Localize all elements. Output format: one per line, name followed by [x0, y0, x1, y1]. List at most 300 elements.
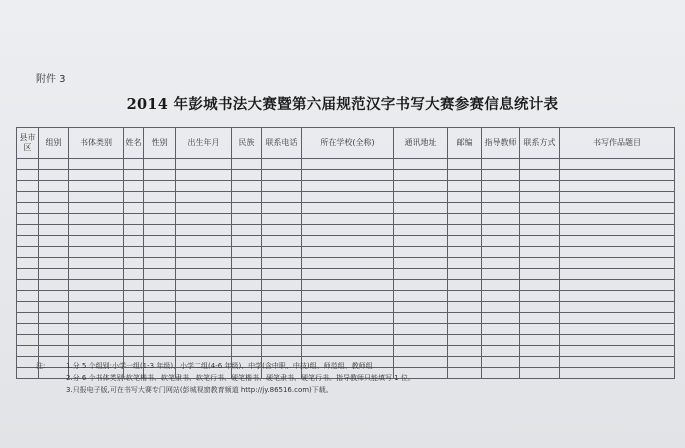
table-cell — [482, 159, 520, 170]
table-cell — [520, 291, 560, 302]
table-cell — [144, 247, 176, 258]
table-cell — [520, 236, 560, 247]
table-cell — [302, 269, 394, 280]
table-cell — [482, 258, 520, 269]
table-cell — [302, 247, 394, 258]
table-cell — [302, 346, 394, 357]
table-cell — [17, 313, 39, 324]
col-contact: 联系方式 — [520, 128, 560, 159]
table-cell — [448, 181, 482, 192]
table-cell — [124, 247, 144, 258]
table-cell — [482, 302, 520, 313]
table-cell — [262, 170, 302, 181]
table-cell — [39, 247, 69, 258]
table-cell — [17, 302, 39, 313]
table-cell — [124, 258, 144, 269]
table-cell — [69, 324, 124, 335]
table-cell — [124, 192, 144, 203]
table-cell — [448, 346, 482, 357]
table-row — [17, 225, 675, 236]
table-cell — [232, 247, 262, 258]
table-cell — [262, 236, 302, 247]
table-cell — [394, 214, 448, 225]
table-cell — [124, 280, 144, 291]
table-cell — [262, 335, 302, 346]
table-cell — [124, 335, 144, 346]
table-cell — [520, 170, 560, 181]
table-cell — [17, 335, 39, 346]
table-cell — [17, 181, 39, 192]
table-cell — [302, 225, 394, 236]
table-cell — [17, 170, 39, 181]
table-cell — [232, 335, 262, 346]
table-row — [17, 170, 675, 181]
page-title: 2014 年彭城书法大赛暨第六届规范汉字书写大赛参赛信息统计表 — [126, 96, 559, 113]
table-cell — [176, 181, 232, 192]
table-cell — [69, 159, 124, 170]
table-cell — [560, 181, 675, 192]
table-cell — [39, 203, 69, 214]
table-cell — [39, 170, 69, 181]
table-row — [17, 280, 675, 291]
table-cell — [176, 236, 232, 247]
table-row — [17, 192, 675, 203]
table-cell — [448, 225, 482, 236]
table-cell — [520, 335, 560, 346]
note-item: 2.分 6 个书体类别:软笔楷书、软笔隶书、软笔行书、硬笔楷书、硬笔隶书、硬笔行书。指导教师只能填写 1 位。 — [66, 374, 415, 382]
table-cell — [232, 170, 262, 181]
table-cell — [17, 203, 39, 214]
registration-table — [16, 127, 675, 379]
col-district: 县市区 — [17, 128, 39, 159]
table-cell — [482, 280, 520, 291]
table-cell — [262, 313, 302, 324]
table-cell — [232, 324, 262, 335]
table-cell — [448, 291, 482, 302]
table-cell — [394, 181, 448, 192]
table-cell — [262, 346, 302, 357]
table-cell — [302, 181, 394, 192]
table-cell — [39, 335, 69, 346]
col-ethnicity: 民族 — [232, 128, 262, 159]
table-cell — [39, 159, 69, 170]
table-cell — [482, 203, 520, 214]
table-cell — [69, 346, 124, 357]
table-cell — [39, 302, 69, 313]
table-cell — [262, 258, 302, 269]
table-cell — [560, 280, 675, 291]
table-cell — [448, 313, 482, 324]
table-row — [17, 313, 675, 324]
table-cell — [560, 291, 675, 302]
table-cell — [144, 324, 176, 335]
table-cell — [482, 214, 520, 225]
table-cell — [232, 302, 262, 313]
table-cell — [262, 159, 302, 170]
table-cell — [560, 324, 675, 335]
table-cell — [394, 192, 448, 203]
table-cell — [176, 170, 232, 181]
table-row — [17, 324, 675, 335]
table-cell — [124, 214, 144, 225]
table-cell — [302, 280, 394, 291]
col-script-type: 书体类别 — [69, 128, 124, 159]
col-postcode: 邮编 — [448, 128, 482, 159]
table-cell — [39, 324, 69, 335]
table-cell — [176, 192, 232, 203]
table-cell — [232, 225, 262, 236]
table-cell — [520, 159, 560, 170]
table-cell — [39, 225, 69, 236]
table-cell — [302, 291, 394, 302]
table-cell — [302, 335, 394, 346]
table-cell — [124, 181, 144, 192]
table-cell — [520, 269, 560, 280]
col-gender: 性别 — [144, 128, 176, 159]
table-cell — [482, 236, 520, 247]
table-cell — [448, 159, 482, 170]
col-work-title: 书写作品题目 — [560, 128, 675, 159]
table-row — [17, 258, 675, 269]
table-cell — [448, 203, 482, 214]
table-cell — [262, 203, 302, 214]
table-cell — [560, 258, 675, 269]
table-cell — [448, 170, 482, 181]
table-row — [17, 159, 675, 170]
table-cell — [560, 302, 675, 313]
table-cell — [560, 214, 675, 225]
table-cell — [124, 346, 144, 357]
table-cell — [448, 214, 482, 225]
table-cell — [482, 225, 520, 236]
table-cell — [124, 302, 144, 313]
table-cell — [144, 203, 176, 214]
table-cell — [262, 214, 302, 225]
table-cell — [69, 192, 124, 203]
table-cell — [232, 181, 262, 192]
table-row — [17, 203, 675, 214]
table-cell — [176, 214, 232, 225]
table-cell — [302, 203, 394, 214]
col-address: 通讯地址 — [394, 128, 448, 159]
table-cell — [262, 192, 302, 203]
table-cell — [482, 269, 520, 280]
table-cell — [17, 159, 39, 170]
table-cell — [39, 346, 69, 357]
table-cell — [144, 291, 176, 302]
table-cell — [262, 291, 302, 302]
table-cell — [560, 225, 675, 236]
table-cell — [482, 346, 520, 357]
table-cell — [176, 247, 232, 258]
table-cell — [232, 192, 262, 203]
table-cell — [144, 225, 176, 236]
table-cell — [560, 269, 675, 280]
table-row — [17, 236, 675, 247]
table-cell — [176, 225, 232, 236]
table-cell — [39, 313, 69, 324]
table-cell — [302, 313, 394, 324]
table-cell — [176, 291, 232, 302]
table-cell — [448, 335, 482, 346]
table-cell — [69, 225, 124, 236]
table-cell — [124, 269, 144, 280]
table-cell — [262, 181, 302, 192]
table-cell — [482, 170, 520, 181]
table-cell — [124, 313, 144, 324]
table-cell — [394, 236, 448, 247]
table-cell — [560, 346, 675, 357]
notes-section — [36, 360, 415, 396]
table-cell — [482, 192, 520, 203]
table-cell — [520, 324, 560, 335]
table-cell — [232, 159, 262, 170]
table-cell — [39, 269, 69, 280]
table-cell — [394, 302, 448, 313]
table-cell — [394, 203, 448, 214]
table-row — [17, 302, 675, 313]
table-cell — [69, 258, 124, 269]
table-cell — [394, 324, 448, 335]
table-cell — [17, 280, 39, 291]
table-cell — [520, 203, 560, 214]
table-cell — [262, 324, 302, 335]
notes-label: 注: — [36, 362, 46, 370]
table-cell — [17, 236, 39, 247]
table-cell — [124, 225, 144, 236]
table-cell — [448, 280, 482, 291]
table-cell — [232, 346, 262, 357]
table-cell — [17, 225, 39, 236]
table-row — [17, 335, 675, 346]
table-cell — [262, 247, 302, 258]
table-cell — [144, 181, 176, 192]
table-cell — [520, 346, 560, 357]
col-phone: 联系电话 — [262, 128, 302, 159]
table-cell — [482, 291, 520, 302]
table-cell — [448, 192, 482, 203]
table-cell — [560, 247, 675, 258]
table-cell — [69, 170, 124, 181]
table-cell — [520, 247, 560, 258]
table-cell — [394, 335, 448, 346]
table-cell — [39, 291, 69, 302]
table-cell — [69, 313, 124, 324]
table-cell — [302, 324, 394, 335]
table-cell — [39, 192, 69, 203]
table-cell — [520, 225, 560, 236]
table-cell — [560, 368, 675, 379]
table-cell — [144, 159, 176, 170]
table-cell — [302, 159, 394, 170]
table-cell — [69, 280, 124, 291]
table-cell — [69, 291, 124, 302]
table-cell — [482, 324, 520, 335]
table-cell — [302, 302, 394, 313]
table-cell — [232, 280, 262, 291]
table-cell — [394, 291, 448, 302]
table-cell — [69, 269, 124, 280]
table-row — [17, 247, 675, 258]
table-cell — [394, 280, 448, 291]
table-header-row — [17, 128, 675, 159]
table-cell — [69, 203, 124, 214]
table-cell — [232, 214, 262, 225]
table-cell — [560, 313, 675, 324]
table-cell — [560, 236, 675, 247]
table-cell — [69, 236, 124, 247]
table-cell — [560, 192, 675, 203]
col-birth-date: 出生年月 — [176, 128, 232, 159]
table-row — [17, 291, 675, 302]
table-cell — [124, 170, 144, 181]
table-cell — [144, 192, 176, 203]
table-cell — [394, 225, 448, 236]
table-cell — [520, 214, 560, 225]
table-cell — [448, 258, 482, 269]
table-cell — [144, 236, 176, 247]
table-body — [17, 159, 675, 379]
table-cell — [262, 269, 302, 280]
table-cell — [124, 203, 144, 214]
table-cell — [560, 170, 675, 181]
table-row — [17, 269, 675, 280]
table-cell — [17, 192, 39, 203]
table-cell — [17, 346, 39, 357]
table-cell — [39, 181, 69, 192]
table-cell — [176, 313, 232, 324]
table-cell — [560, 335, 675, 346]
table-cell — [176, 159, 232, 170]
table-cell — [232, 203, 262, 214]
table-cell — [448, 324, 482, 335]
table-cell — [394, 170, 448, 181]
table-cell — [520, 258, 560, 269]
table-cell — [17, 291, 39, 302]
table-cell — [17, 324, 39, 335]
table-cell — [144, 346, 176, 357]
table-row — [17, 181, 675, 192]
table-cell — [144, 302, 176, 313]
table-cell — [232, 291, 262, 302]
table-cell — [262, 280, 302, 291]
table-cell — [176, 302, 232, 313]
table-cell — [124, 324, 144, 335]
table-cell — [482, 357, 520, 368]
table-cell — [69, 181, 124, 192]
table-cell — [448, 269, 482, 280]
table-cell — [17, 269, 39, 280]
table-row — [17, 214, 675, 225]
table-cell — [482, 181, 520, 192]
table-row — [17, 346, 675, 357]
table-cell — [176, 280, 232, 291]
table-cell — [520, 192, 560, 203]
table-cell — [394, 346, 448, 357]
table-cell — [302, 192, 394, 203]
table-cell — [69, 335, 124, 346]
table-cell — [448, 357, 482, 368]
table-cell — [520, 280, 560, 291]
table-cell — [394, 258, 448, 269]
table-cell — [394, 247, 448, 258]
table-cell — [302, 236, 394, 247]
table-cell — [176, 258, 232, 269]
table-cell — [520, 368, 560, 379]
table-cell — [144, 258, 176, 269]
table-cell — [520, 302, 560, 313]
table-cell — [482, 335, 520, 346]
table-cell — [482, 313, 520, 324]
table-cell — [232, 269, 262, 280]
table-cell — [232, 313, 262, 324]
col-group: 组别 — [39, 128, 69, 159]
table-cell — [302, 170, 394, 181]
table-cell — [262, 225, 302, 236]
table-cell — [144, 313, 176, 324]
col-name: 姓名 — [124, 128, 144, 159]
table-cell — [448, 302, 482, 313]
table-cell — [144, 335, 176, 346]
table-cell — [17, 247, 39, 258]
table-cell — [482, 368, 520, 379]
table-cell — [144, 280, 176, 291]
table-cell — [394, 313, 448, 324]
table-cell — [176, 324, 232, 335]
table-cell — [17, 258, 39, 269]
table-cell — [124, 291, 144, 302]
table-cell — [124, 236, 144, 247]
table-cell — [482, 247, 520, 258]
col-teacher: 指导教师 — [482, 128, 520, 159]
table-cell — [144, 214, 176, 225]
note-item: 1.分 5 个组别:小学一组(1-3 年级)、小学二组(4-6 年级)、中学(含中职、中技)组、师范组、教师组 — [66, 362, 373, 370]
table-cell — [448, 247, 482, 258]
table-cell — [69, 247, 124, 258]
table-cell — [124, 159, 144, 170]
col-school: 所在学校(全称) — [302, 128, 394, 159]
table-cell — [520, 181, 560, 192]
table-cell — [176, 335, 232, 346]
table-cell — [69, 302, 124, 313]
table-cell — [69, 214, 124, 225]
table-cell — [394, 269, 448, 280]
table-cell — [302, 214, 394, 225]
table-cell — [39, 236, 69, 247]
table-cell — [520, 313, 560, 324]
table-cell — [17, 214, 39, 225]
table-cell — [39, 258, 69, 269]
table-cell — [448, 236, 482, 247]
table-cell — [560, 203, 675, 214]
table-cell — [232, 258, 262, 269]
table-cell — [394, 159, 448, 170]
table-cell — [520, 357, 560, 368]
attachment-label: 附件 3 — [36, 74, 66, 85]
table-cell — [144, 269, 176, 280]
table-cell — [448, 368, 482, 379]
table-cell — [560, 357, 675, 368]
table-cell — [39, 214, 69, 225]
note-item: 3.只报电子版,可在书写大赛专门网站(彭城视窗教育频道 http://jy.86516.com)下载。 — [66, 386, 333, 394]
table-cell — [176, 346, 232, 357]
table-cell — [302, 258, 394, 269]
table-cell — [262, 302, 302, 313]
table-cell — [39, 280, 69, 291]
table-cell — [176, 203, 232, 214]
table-cell — [144, 170, 176, 181]
table-cell — [176, 269, 232, 280]
